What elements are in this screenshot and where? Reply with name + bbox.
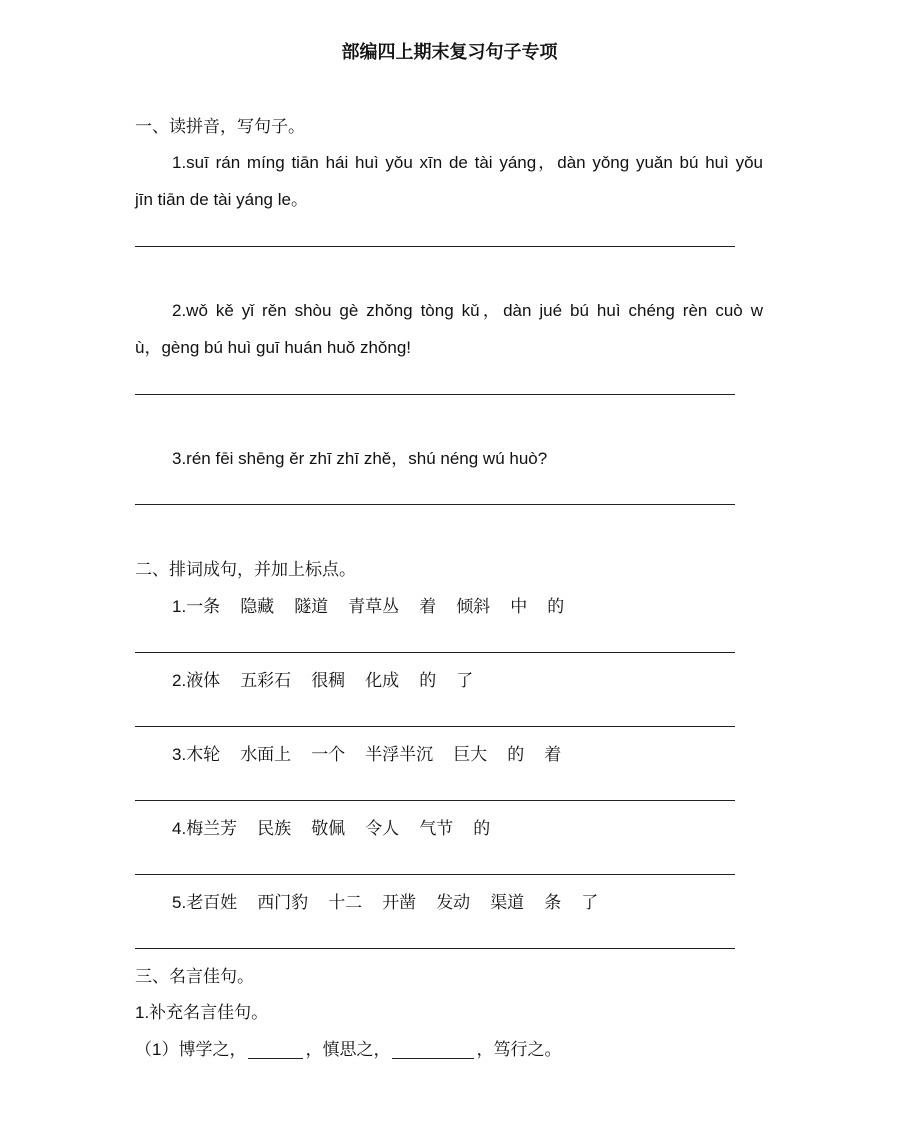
word: 民族 [257, 819, 292, 838]
word-row [172, 595, 564, 619]
answer-line[interactable] [135, 874, 735, 875]
word: 发动 [436, 893, 471, 912]
word: 中 [510, 597, 528, 616]
word: 令人 [365, 819, 400, 838]
word: 十二 [328, 893, 363, 912]
pinyin-line: 1.suī rán míng tiān hái huì yǒu xīn de tài yáng，dàn yǒng yuǎn bú huì yǒu [172, 153, 763, 172]
word: 着 [544, 745, 562, 764]
answer-line[interactable] [135, 948, 735, 949]
word: 巨大 [453, 745, 488, 764]
word: 渠道 [490, 893, 525, 912]
item-number: 5. [172, 893, 187, 912]
answer-line[interactable] [135, 504, 735, 505]
blank-field[interactable] [248, 1041, 303, 1059]
word: 梅兰芳 [186, 819, 238, 838]
quote-part: ，慎思之， [305, 1040, 391, 1059]
blank-field[interactable] [392, 1041, 474, 1059]
pinyin-line: 2.wǒ kě yǐ rěn shòu gè zhǒng tòng kǔ，dàn jué bú huì chéng rèn cuò w [172, 301, 763, 320]
word: 着 [419, 597, 437, 616]
word: 青草丛 [348, 597, 400, 616]
word: 气节 [419, 819, 454, 838]
quote-question [135, 1038, 561, 1062]
word: 隧道 [294, 597, 329, 616]
word: 了 [581, 893, 599, 912]
word: 水面上 [240, 745, 292, 764]
word: 开凿 [382, 893, 417, 912]
word: 老百姓 [186, 893, 238, 912]
answer-line[interactable] [135, 652, 735, 653]
section-heading-read-pinyin: 一、读拼音，写句子。 [135, 117, 305, 136]
question-label: （1） [135, 1040, 179, 1059]
word-row [172, 743, 561, 767]
word: 隐藏 [240, 597, 275, 616]
sub-heading-complete-quotes: 1.补充名言佳句。 [135, 1003, 269, 1022]
quote-part: ，笃行之。 [476, 1040, 562, 1059]
word: 一个 [311, 745, 346, 764]
pinyin-line: ù，gèng bú huì guī huán huǒ zhǒng! [135, 338, 412, 357]
section-heading-quotes: 三、名言佳句。 [135, 967, 254, 986]
word: 倾斜 [456, 597, 491, 616]
word-row [172, 669, 473, 693]
pinyin-line: 3.rén fēi shēng ěr zhī zhī zhě，shú néng wú huò? [172, 449, 548, 468]
word-row [172, 817, 490, 841]
word: 的 [419, 671, 437, 690]
pinyin-line: jīn tiān de tài yáng le。 [135, 190, 308, 209]
word: 的 [547, 597, 565, 616]
word: 敬佩 [311, 819, 346, 838]
answer-line[interactable] [135, 246, 735, 247]
word: 一条 [186, 597, 221, 616]
word: 五彩石 [240, 671, 292, 690]
word: 西门豹 [257, 893, 309, 912]
word: 了 [456, 671, 474, 690]
answer-line[interactable] [135, 394, 735, 395]
item-number: 1. [172, 597, 187, 616]
item-number: 4. [172, 819, 187, 838]
word: 的 [507, 745, 525, 764]
word: 条 [544, 893, 562, 912]
item-number: 3. [172, 745, 187, 764]
page-title: 部编四上期末复习句子专项 [341, 42, 558, 62]
word: 的 [473, 819, 491, 838]
answer-line[interactable] [135, 800, 735, 801]
word-row [172, 891, 598, 915]
quote-part: 博学之， [178, 1040, 247, 1059]
section-heading-arrange-words: 二、排词成句，并加上标点。 [135, 560, 356, 579]
word: 很稠 [311, 671, 346, 690]
answer-line[interactable] [135, 726, 735, 727]
word: 化成 [365, 671, 400, 690]
word: 木轮 [186, 745, 221, 764]
word: 液体 [186, 671, 221, 690]
word: 半浮半沉 [365, 745, 434, 764]
item-number: 2. [172, 671, 187, 690]
